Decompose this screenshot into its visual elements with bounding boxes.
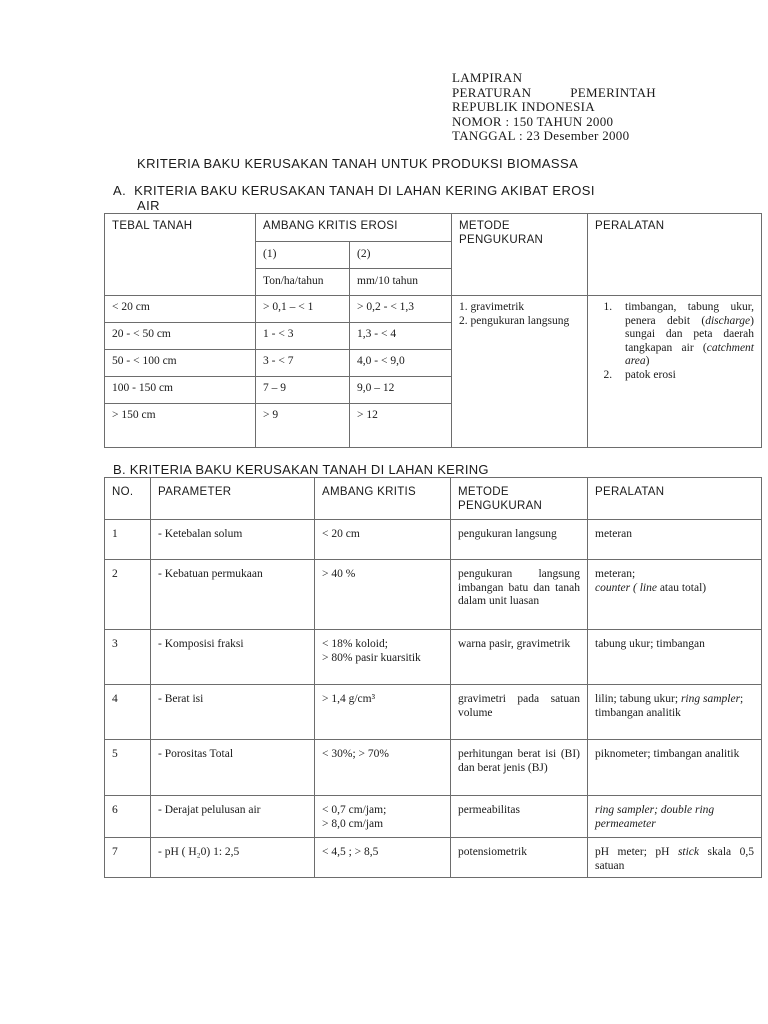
alat-text: lilin; tabung ukur; [595, 693, 681, 705]
header-metode-pengukuran: METODE PENGUKURAN [451, 478, 588, 520]
cell-ambang [315, 520, 451, 560]
ambang-line: < 20 cm [322, 528, 360, 540]
header-republik: REPUBLIK INDONESIA [452, 99, 595, 114]
header-tebal-tanah: TEBAL TANAH [105, 214, 256, 296]
header-parameter: PARAMETER [151, 478, 315, 520]
cell-parameter: - Komposisi fraksi [151, 630, 315, 685]
ambang-line: < 30%; > 70% [322, 748, 389, 760]
alat-text: skala 0,5 satuan [595, 846, 754, 872]
section-a-heading [113, 184, 595, 213]
header-sub-2: (2) [350, 242, 452, 269]
cell-erosi-2: 4,0 - < 9,0 [350, 350, 452, 377]
alat-text: piknometer; timbangan analitik [595, 748, 740, 760]
cell-parameter: - Kebatuan permukaan [151, 560, 315, 630]
table-row [105, 838, 762, 878]
cell-no: 5 [105, 740, 151, 796]
cell-erosi-2: > 0,2 - < 1,3 [350, 296, 452, 323]
table-erosion-criteria [104, 213, 762, 448]
cell-ambang [315, 796, 451, 838]
cell-peralatan [588, 630, 762, 685]
header-no: NO. [105, 478, 151, 520]
cell-tebal: 20 - < 50 cm [105, 323, 256, 350]
cell-erosi-1: 7 – 9 [256, 377, 350, 404]
peralatan-text-discharge: discharge [705, 314, 751, 327]
section-a-heading-line2: AIR [137, 197, 160, 213]
header-peralatan: PERALATAN [588, 478, 762, 520]
peralatan-item-1 [615, 301, 754, 369]
alat-text-italic: ring sampler [680, 693, 741, 705]
cell-no: 2 [105, 560, 151, 630]
document-title: KRITERIA BAKU KERUSAKAN TANAH UNTUK PRODUKSI BIOMASSA [137, 156, 579, 171]
cell-ambang [315, 740, 451, 796]
cell-erosi-2: 9,0 – 12 [350, 377, 452, 404]
cell-peralatan [588, 685, 762, 740]
table-row [105, 630, 762, 685]
ambang-line: > 40 % [322, 568, 356, 580]
cell-metode: warna pasir, gravimetrik [451, 630, 588, 685]
cell-tebal: 100 - 150 cm [105, 377, 256, 404]
cell-ambang [315, 685, 451, 740]
alat-text: tabung ukur; timbangan [595, 638, 705, 650]
cell-peralatan [588, 520, 762, 560]
cell-erosi-1: > 0,1 – < 1 [256, 296, 350, 323]
table-row [105, 685, 762, 740]
cell-metode: permeabilitas [451, 796, 588, 838]
cell-peralatan [588, 838, 762, 878]
alat-text-italic: ring sampler; double ring permeameter [595, 804, 715, 830]
header-peraturan: PERATURAN [452, 84, 532, 100]
cell-tebal: < 20 cm [105, 296, 256, 323]
table-soil-damage-criteria [104, 477, 762, 878]
peralatan-text-e: ) [645, 355, 650, 367]
header-peraturan-pemerintah [452, 86, 656, 101]
cell-erosi-2: > 12 [350, 404, 452, 448]
cell-no: 1 [105, 520, 151, 560]
peralatan-item-2: 2. patok erosi [615, 369, 754, 383]
cell-erosi-1: 3 - < 7 [256, 350, 350, 377]
alat-text: meteran; [595, 568, 636, 580]
ambang-line: > 80% pasir kuarsitik [322, 651, 421, 664]
alat-text-italic: stick [677, 846, 700, 858]
header-pemerintah: PEMERINTAH [570, 84, 656, 100]
header-metode-pengukuran: METODE PENGUKURAN [452, 214, 588, 296]
cell-peralatan [588, 296, 762, 448]
cell-erosi-1: 1 - < 3 [256, 323, 350, 350]
document-header [452, 71, 656, 144]
header-lampiran: LAMPIRAN [452, 70, 523, 85]
ambang-line: > 8,0 cm/jam [322, 817, 384, 830]
section-a-marker: A. [113, 183, 127, 198]
peralatan-text-c: ) sungai dan peta daerah tangkapan air ( [625, 314, 754, 354]
cell-erosi-2: 1,3 - < 4 [350, 323, 452, 350]
cell-metode: potensiometrik [451, 838, 588, 878]
cell-parameter: - Porositas Total [151, 740, 315, 796]
header-ambang-kritis: AMBANG KRITIS [315, 478, 451, 520]
alat-text: ; timbangan analitik [595, 693, 744, 719]
cell-ambang [315, 630, 451, 685]
section-b-heading: B. KRITERIA BAKU KERUSAKAN TANAH DI LAHAN KERING [113, 462, 489, 477]
cell-no: 4 [105, 685, 151, 740]
cell-parameter: - Ketebalan solum [151, 520, 315, 560]
peralatan-text-catchment: catchment area [625, 341, 754, 367]
cell-ambang [315, 838, 451, 878]
header-tanggal: TANGGAL : 23 Desember 2000 [452, 128, 630, 143]
cell-metode: perhitungan berat isi (BI) dan berat jenis (BJ) [451, 740, 588, 796]
alat-text: pH meter; pH [595, 846, 678, 858]
ambang-line: < 18% koloid; [322, 638, 388, 650]
header-ambang-kritis-erosi: AMBANG KRITIS EROSI [256, 214, 452, 242]
cell-metode: pengukuran langsung [451, 520, 588, 560]
table-row [105, 560, 762, 630]
alat-text: atau total) [656, 581, 707, 594]
cell-tebal: > 150 cm [105, 404, 256, 448]
header-unit-mm: mm/10 tahun [350, 269, 452, 296]
cell-erosi-1: > 9 [256, 404, 350, 448]
table-row [105, 796, 762, 838]
header-unit-ton: Ton/ha/tahun [256, 269, 350, 296]
section-a-heading-line1: KRITERIA BAKU KERUSAKAN TANAH DI LAHAN KERING AKIBAT EROSI [134, 183, 595, 198]
cell-tebal: 50 - < 100 cm [105, 350, 256, 377]
header-sub-1: (1) [256, 242, 350, 269]
alat-text-italic: counter ( line [595, 581, 657, 594]
alat-text: meteran [595, 528, 633, 540]
header-peralatan: PERALATAN [588, 214, 762, 296]
cell-ambang [315, 560, 451, 630]
metode-item-1: 1. gravimetrik [459, 301, 525, 313]
table-row [105, 520, 762, 560]
cell-metode [452, 296, 588, 448]
header-nomor: NOMOR : 150 TAHUN 2000 [452, 113, 614, 129]
table-row [105, 740, 762, 796]
cell-no: 7 [105, 838, 151, 878]
metode-item-2: 2. pengukuran langsung [459, 314, 570, 327]
ambang-line: < 0,7 cm/jam; [322, 804, 387, 816]
cell-parameter: - pH ( H₂0) 1: 2,5 [151, 838, 315, 878]
cell-parameter: - Berat isi [151, 685, 315, 740]
peralatan-text-a: timbangan, tabung ukur, penera debit ( [625, 301, 754, 327]
cell-parameter: - Derajat pelulusan air [151, 796, 315, 838]
table-row [105, 296, 762, 323]
cell-peralatan [588, 796, 762, 838]
ambang-line: > 1,4 g/cm³ [322, 693, 376, 705]
ambang-line: < 4,5 ; > 8,5 [322, 846, 379, 858]
cell-no: 6 [105, 796, 151, 838]
cell-peralatan [588, 740, 762, 796]
cell-metode: pengukuran langsung imbangan batu dan tanah dalam unit luasan [451, 560, 588, 630]
cell-peralatan [588, 560, 762, 630]
cell-metode: gravimetri pada satuan volume [451, 685, 588, 740]
cell-no: 3 [105, 630, 151, 685]
